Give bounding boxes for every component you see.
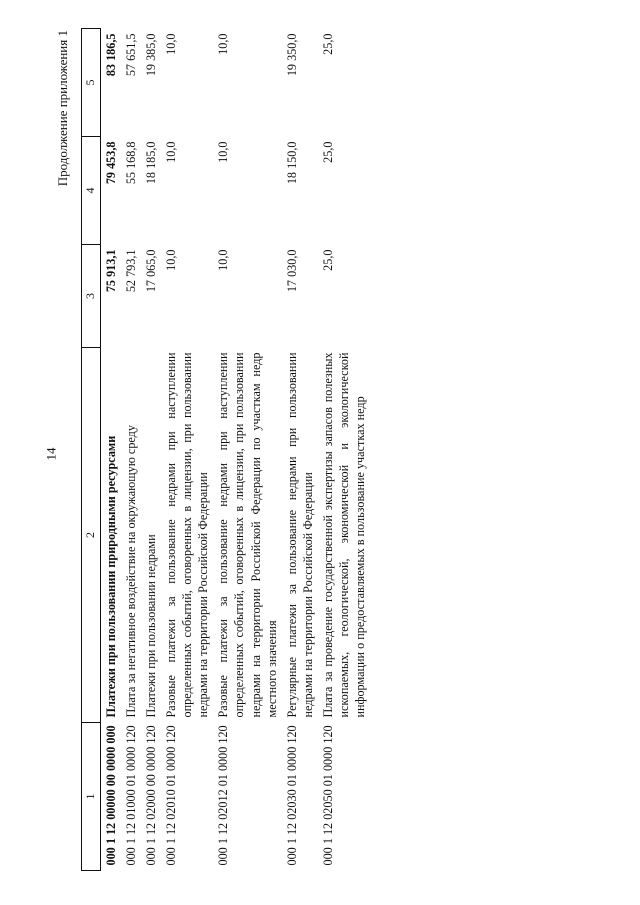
revenue-table (81, 28, 370, 871)
value-col4: 79 453,8 (103, 141, 118, 185)
value-col3: 10,0 (216, 249, 231, 271)
revenue-name: Разовые платежи за пользование недрами при наступлении определенных событий, оговоренных в лицензии, при пользовании недрами на территории Российской Федерации (164, 352, 211, 718)
table-row (100, 29, 121, 871)
value-col3: 52 793,1 (123, 249, 138, 293)
budget-code: 000 1 12 02010 01 0000 120 (164, 725, 179, 866)
table-row (318, 29, 370, 871)
column-header-5: 5 (82, 29, 101, 137)
page-number: 14 (43, 447, 59, 461)
continuation-label: Продолжение приложения 1 (55, 30, 70, 187)
value-col5: 10,0 (216, 33, 231, 55)
budget-code: 000 1 12 02050 01 0000 120 (320, 725, 335, 866)
table-row (161, 29, 213, 871)
column-header-4: 4 (82, 137, 101, 245)
column-header-2: 2 (82, 348, 101, 723)
value-col5: 19 350,0 (284, 33, 299, 77)
table-row (282, 29, 318, 871)
value-col3: 17 065,0 (144, 249, 159, 293)
table-row (121, 29, 141, 871)
value-col3: 25,0 (320, 249, 335, 271)
value-col4: 25,0 (320, 141, 335, 163)
revenue-name: Плата за негативное воздействие на окружающую среду (123, 425, 138, 718)
budget-code: 000 1 12 01000 01 0000 120 (123, 725, 138, 866)
budget-code: 000 1 12 02012 01 0000 120 (216, 725, 231, 866)
value-col4: 18 150,0 (284, 141, 299, 185)
budget-code: 000 1 12 00000 00 0000 000 (103, 725, 118, 866)
revenue-name: Плата за проведение государственной экспертизы запасов полезных ископаемых, геологической, экономической и экологической информации о предоставляемых в пользование участках недр (320, 352, 368, 718)
value-col5: 57 651,5 (123, 33, 138, 77)
value-col4: 55 168,8 (123, 141, 138, 185)
value-col3: 10,0 (164, 249, 179, 271)
value-col3: 17 030,0 (284, 249, 299, 293)
revenue-name: Платежи при пользовании природными ресурсами (103, 435, 118, 718)
revenue-name: Платежи при пользовании недрами (144, 534, 159, 718)
value-col4: 18 185,0 (144, 141, 159, 185)
value-col4: 10,0 (216, 141, 231, 163)
budget-code: 000 1 12 02030 01 0000 120 (284, 725, 299, 866)
budget-code: 000 1 12 02000 00 0000 120 (144, 725, 159, 866)
value-col5: 25,0 (320, 33, 335, 55)
table-row (141, 29, 161, 871)
value-col5: 83 186,5 (103, 33, 118, 77)
column-header-row (82, 29, 101, 871)
value-col5: 19 385,0 (144, 33, 159, 77)
table-row (213, 29, 281, 871)
value-col4: 10,0 (164, 141, 179, 163)
revenue-name: Разовые платежи за пользование недрами при наступлении определенных событий, оговоренных в лицензии, при пользовании недрами на территории Российской Федерации по участкам недр местного значения (216, 352, 279, 718)
revenue-name: Регулярные платежи за пользование недрами при пользовании недрами на территории Российской Федерации (284, 352, 315, 718)
column-header-1: 1 (82, 723, 101, 871)
value-col3: 75 913,1 (103, 249, 118, 293)
column-header-3: 3 (82, 245, 101, 348)
value-col5: 10,0 (164, 33, 179, 55)
